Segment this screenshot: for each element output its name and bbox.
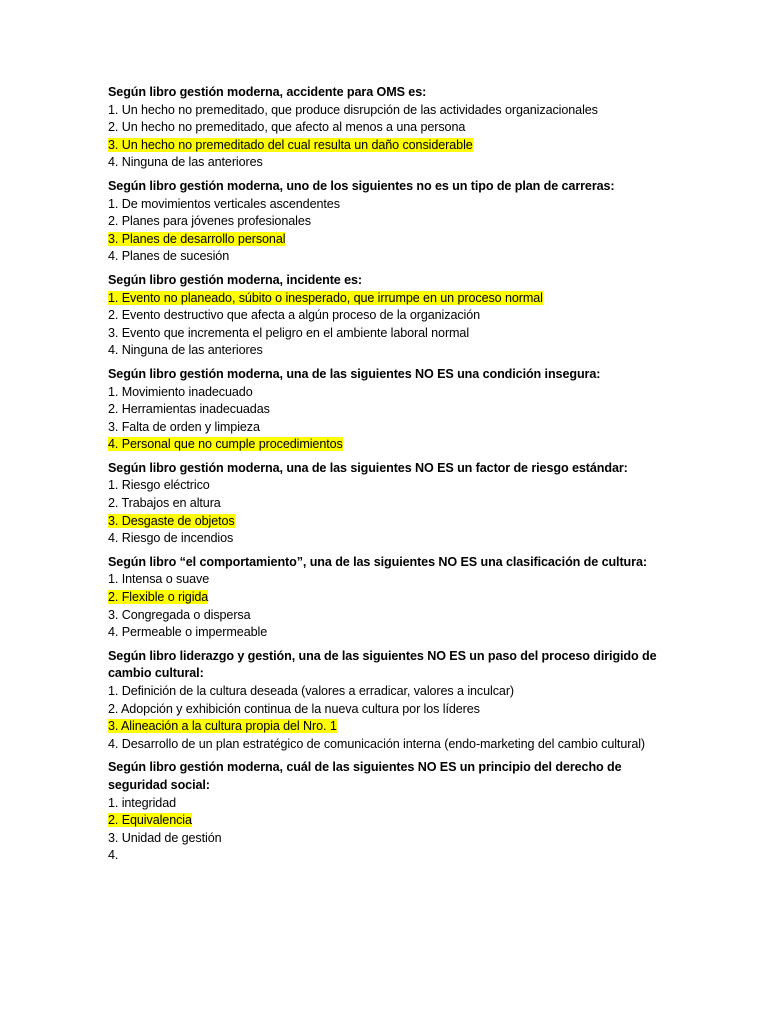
answer-option: 3. Falta de orden y limpieza [108,419,260,434]
answer-option: 2. Evento destructivo que afecta a algún proceso de la organización [108,308,481,323]
answer-option: 2. Planes para jóvenes profesionales [108,214,311,229]
question-title: Según libro gestión moderna, accidente para OMS es: [108,85,427,99]
answer-option: 2. Herramientas inadecuadas [108,402,270,417]
answer-option: 1. Definición de la cultura deseada (valores a erradicar, valores a inculcar) [108,684,515,698]
answer-option: 2. Un hecho no premeditado, que afecto al menos a una persona [108,120,466,135]
answer-option-highlighted: 1. Evento no planeado, súbito o inesperado, que irrumpe en un proceso normal [108,290,543,305]
answer-option: 4. Planes de sucesión [108,249,230,264]
answer-option-highlighted: 2. Equivalencia [108,813,192,828]
question-2 [108,178,668,266]
answer-option-highlighted: 3. Alineación a la cultura propia del Nro. 1 [108,719,337,734]
question-5 [108,460,668,548]
answer-option: 4. Desarrollo de un plan estratégico de comunicación interna (endo-marketing del cambio cultural) [108,736,646,751]
answer-option-highlighted: 3. Un hecho no premeditado del cual resulta un daño considerable [108,137,473,152]
answer-option: 4. Ninguna de las anteriores [108,155,263,170]
answer-option: 1. Un hecho no premeditado, que produce disrupción de las actividades organizacionales [108,102,598,117]
question-7 [108,648,668,754]
answer-option: 1. De movimientos verticales ascendentes [108,196,340,211]
answer-option-highlighted: 4. Personal que no cumple procedimientos [108,437,343,452]
answer-option: 4. Permeable o impermeable [108,625,268,640]
question-title: Según libro liderazgo y gestión, una de las siguientes NO ES un paso del proceso dirigido de cambio cultural: [108,648,657,681]
answer-option-highlighted: 3. Planes de desarrollo personal [108,231,286,246]
question-title: Según libro gestión moderna, cuál de las siguientes NO ES un principio del derecho de seguridad social: [108,760,622,792]
answer-option: 1. Intensa o suave [108,572,210,587]
answer-option-highlighted: 3. Desgaste de objetos [108,513,235,528]
document-page [108,84,668,871]
answer-option: 1. integridad [108,795,177,810]
question-3 [108,272,668,360]
answer-option: 3. Unidad de gestión [108,830,222,845]
answer-option: 2. Adopción y exhibición continua de la nueva cultura por los líderes [108,701,480,716]
question-8 [108,759,668,865]
answer-option: 2. Trabajos en altura [108,496,221,511]
question-6 [108,554,668,642]
answer-option: 1. Movimiento inadecuado [108,384,253,399]
question-title: Según libro gestión moderna, incidente es: [108,272,363,287]
question-title: Según libro gestión moderna, una de las siguientes NO ES una condición insegura: [108,366,601,381]
answer-option: 1. Riesgo eléctrico [108,478,210,493]
answer-option: 4. Riesgo de incendios [108,531,234,546]
answer-option: 4. [108,848,119,863]
answer-option: 4. Ninguna de las anteriores [108,343,263,358]
question-4 [108,366,668,454]
question-title: Según libro “el comportamiento”, una de las siguientes NO ES una clasificación de cultura: [108,554,647,569]
question-title: Según libro gestión moderna, una de las siguientes NO ES un factor de riesgo estándar: [108,460,628,475]
question-1 [108,84,668,172]
answer-option-highlighted: 2. Flexible o rigida [108,590,209,605]
answer-option: 3. Evento que incrementa el peligro en el ambiente laboral normal [108,325,470,340]
answer-option: 3. Congregada o dispersa [108,607,251,622]
question-title: Según libro gestión moderna, uno de los siguientes no es un tipo de plan de carreras: [108,178,615,193]
